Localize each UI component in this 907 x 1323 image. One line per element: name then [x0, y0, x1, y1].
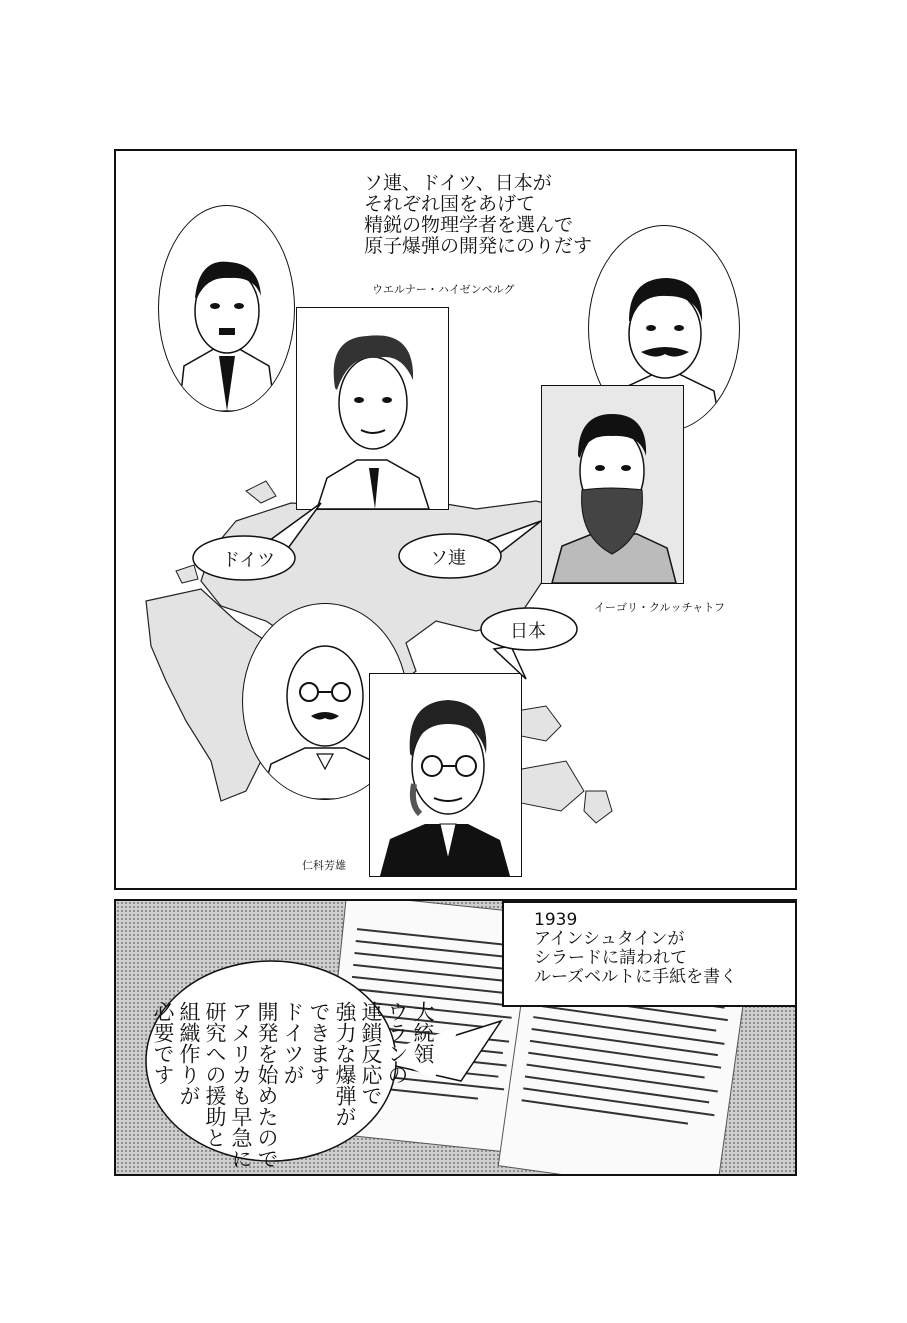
bubble-germany	[192, 535, 296, 581]
speech-text: 大統領 ウランの 連鎖反応で 強力な爆弾が できます ドイツが 開発を始めたので アメリカも早急に 研究への援助と 組織作りが 必要です	[151, 1001, 435, 1169]
bubble-tails	[116, 151, 795, 888]
label-kurchatov: イーゴリ・クルッチャトフ	[594, 601, 726, 614]
panel-nuclear-race	[114, 149, 797, 890]
bubble-japan	[480, 607, 578, 651]
bubble-soviet-text: ソ連	[430, 548, 466, 569]
panel-einstein-letter	[114, 899, 797, 1176]
caption-text: 1939 アインシュタインが シラードに請われて ルーズベルトに手紙を書く	[534, 910, 738, 987]
bubble-soviet	[398, 533, 502, 579]
bubble-germany-text: ドイツ	[222, 550, 276, 571]
bubble-japan-text: 日本	[510, 621, 546, 642]
label-heisenberg: ウエルナー・ハイゼンベルグ	[372, 283, 515, 296]
narration-text: ソ連、ドイツ、日本が それぞれ国をあげて 精鋭の物理学者を選んで 原子爆弾の開発にのりだす	[364, 172, 593, 257]
label-nishina: 仁科芳雄	[302, 859, 346, 872]
